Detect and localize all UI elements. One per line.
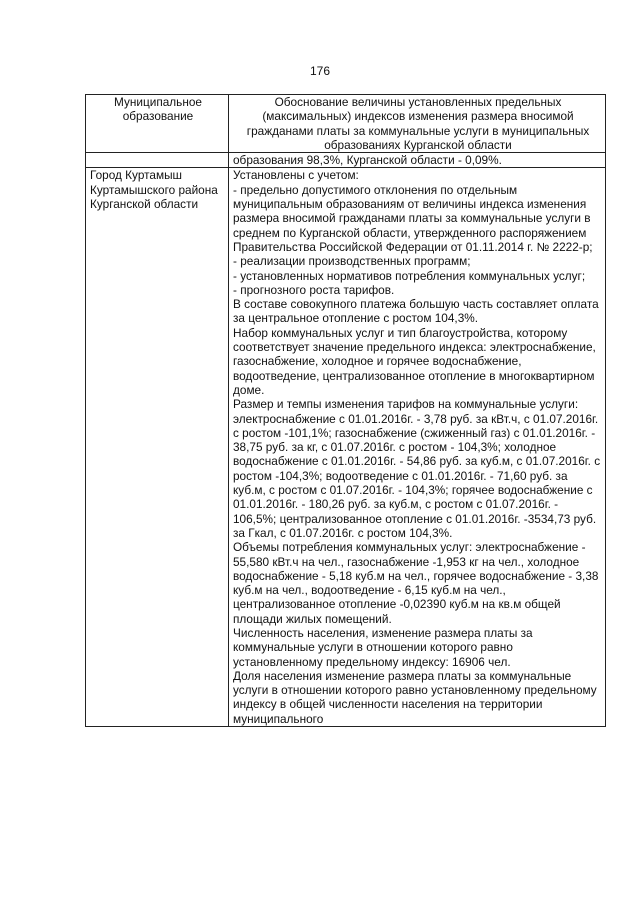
paragraph-population: Численность населения, изменение размера платы за коммунальные услуги в отношении которого равно установленному предельному индексу: 16906 чел. <box>233 625 533 669</box>
paragraph-deviation: - предельно допустимого отклонения по отдельным муниципальным образованиям от величины индекса изменения размера вносимой гражданами платы за коммунальные услуги в среднем по Курганской области, утвержденного распоряжением Правительства Российской Федерации от 01.11.2014 г. № 2222-р; <box>233 182 593 254</box>
header-justification: Обоснование величины установленных предельных (максимальных) индексов изменения размера вносимой гражданами платы за коммунальные услуги в муниципальных образованиях Курганской области <box>229 95 606 153</box>
page-number: 176 <box>309 64 331 78</box>
table-row <box>86 168 606 727</box>
justification-cell <box>229 168 606 727</box>
continuation-municipality <box>86 153 229 168</box>
paragraph-tariff-values: электроснабжение с 01.01.2016г. - 3,78 руб. за кВт.ч, с 01.07.2016г. с ростом -101,1%; газоснабжение (сжиженный газ) с 01.01.2016г. - 38,75 руб. за кг, с 01.07.2016г. с ростом - 104,3%; холодное водоснабжение с 01.01.2016г. - 54,86 руб. за куб.м, с 01.07.2016г. с ростом -104,3%; водоотведение с 01.01.2016г. - 71,60 руб. за куб.м, с ростом с 01.07.2016г. - 104,3%; горячее водоснабжение с 01.01.2016г. - 180,26 руб. за куб.м, с ростом с 01.07.2016г. - 106,5%; централизованное отопление с 01.01.2016г. -3534,73 руб. за Гкал, с 01.07.2016г. с ростом 104,3%. <box>233 411 601 540</box>
paragraph-tariffs: - прогнозного роста тарифов. <box>233 282 395 297</box>
continuation-row <box>86 153 606 168</box>
header-municipality: Муниципальное образование <box>86 95 229 153</box>
table-header-row <box>86 95 606 153</box>
paragraph-intro: Установлены с учетом: <box>233 168 359 183</box>
paragraph-services-set: Набор коммунальных услуг и тип благоустройства, которому соответствует значение предельного индекса: электроснабжение, газоснабжение, холодное и горячее водоснабжение, водоотведение, централизованное отопление в многоквартирном доме. <box>233 325 596 397</box>
paragraph-tariff-heading: Размер и темпы изменения тарифов на коммунальные услуги: <box>233 397 579 412</box>
paragraph-norms: - установленных нормативов потребления коммунальных услуг; <box>233 268 586 283</box>
justification-table <box>85 94 606 727</box>
paragraph-population-share: Доля населения изменение размера платы за коммунальные услуги в отношении которого равно установленному предельному индексу в общей численности населения на территории муниципального <box>233 668 597 726</box>
paragraph-heating-share: В составе совокупного платежа большую часть составляет оплата за центральное отопление с ростом 104,3%. <box>233 297 599 326</box>
continuation-text: образования 98,3%, Курганской области - 0,09%. <box>229 153 606 168</box>
municipality-name: Город Куртамыш Куртамышского района Курганской области <box>86 168 229 727</box>
paragraph-programs: - реализации производственных программ; <box>233 254 471 269</box>
paragraph-consumption: Объемы потребления коммунальных услуг: электроснабжение - 55,580 кВт.ч на чел., газоснабжение -1,953 кг на чел., холодное водоснабжение - 5,18 куб.м на чел., горячее водоснабжение - 3,38 куб.м на чел., водоотведение - 6,15 куб.м на чел., централизованное отопление -0,02390 куб.м на кв.м общей площади жилых помещений. <box>233 540 599 626</box>
